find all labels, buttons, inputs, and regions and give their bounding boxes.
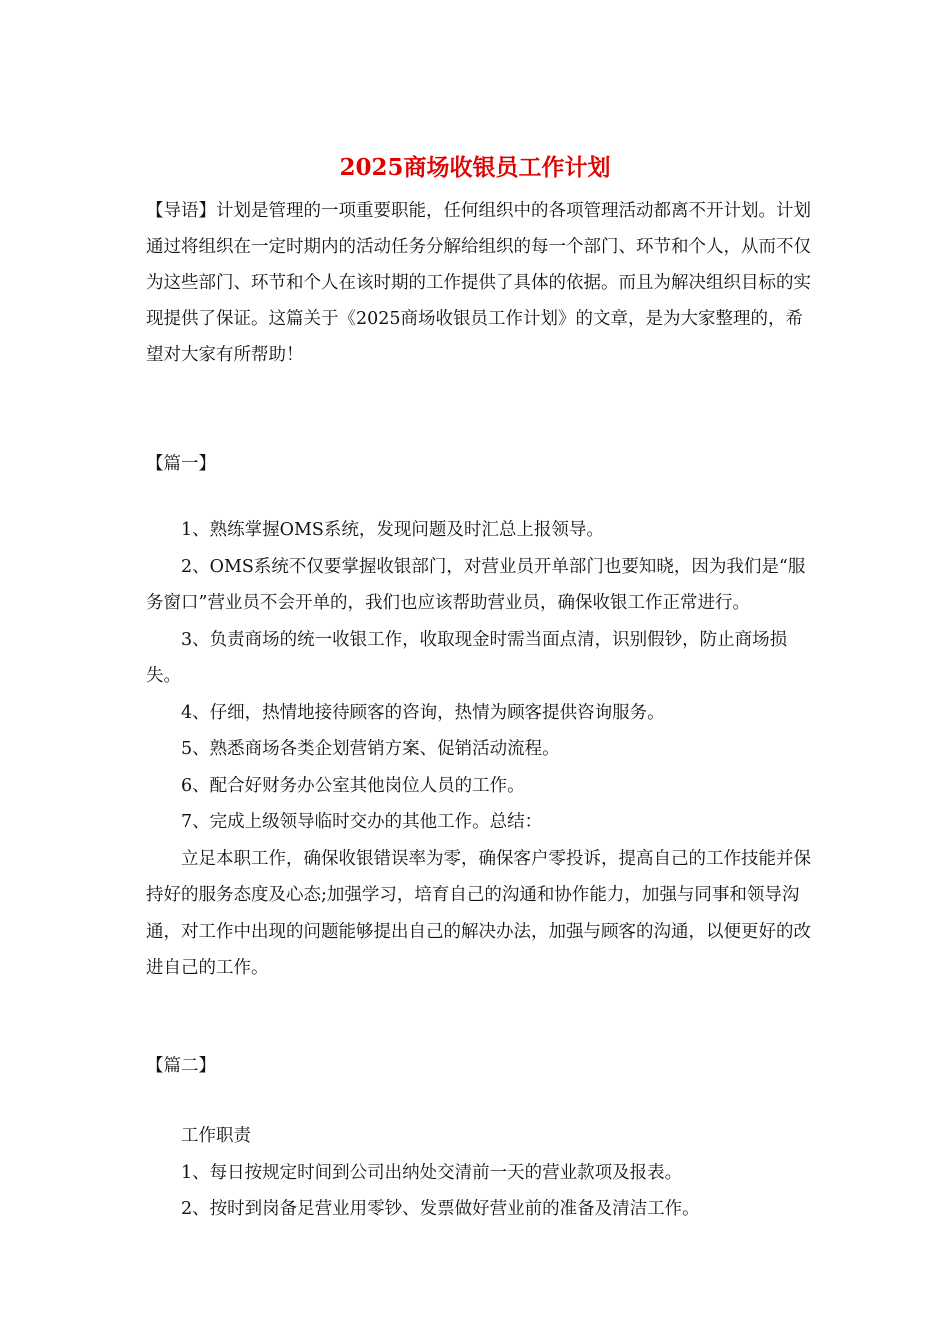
intro-paragraph: 【导语】计划是管理的一项重要职能，任何组织中的各项管理活动都离不开计划。计划通过将组织在一定时期内的活动任务分解给组织的每一个部门、环节和个人，从而不仅为这些部门、环节和个人在该时期的工作提供了具体的依据。而且为解决组织目标的实现提供了保证。这篇关于《2025商场收银员工作计划》的文章，是为大家整理的，希望对大家有所帮助！ <box>146 201 811 365</box>
part1-items <box>146 512 818 987</box>
part2-item: 2、按时到岗备足营业用零钞、发票做好营业前的准备及清洁工作。 <box>181 1199 700 1219</box>
part1-item: 2、OMS系统不仅要掌握收银部门，对营业员开单部门也要知晓，因为我们是“服务窗口”营业员不会开单的，我们也应该帮助营业员，确保收银工作正常进行。 <box>146 556 806 613</box>
part1-item: 5、熟悉商场各类企划营销方案、促销活动流程。 <box>181 739 560 759</box>
part2-section <box>146 1051 818 1081</box>
part1-item: 1、熟练掌握OMS系统，发现问题及时汇总上报领导。 <box>181 520 604 540</box>
part2-heading: 【篇二】 <box>146 1056 216 1076</box>
part2-subheading: 工作职责 <box>181 1126 251 1146</box>
part2-items <box>146 1118 818 1228</box>
part1-item: 3、负责商场的统一收银工作，收取现金时需当面点清，识别假钞，防止商场损失。 <box>146 629 788 686</box>
intro-block <box>146 193 818 373</box>
part2-item: 1、每日按规定时间到公司出纳处交清前一天的营业款项及报表。 <box>181 1162 683 1183</box>
part1-item: 6、配合好财务办公室其他岗位人员的工作。 <box>181 775 525 796</box>
part1-summary: 立足本职工作，确保收银错误率为零，确保客户零投诉，提高自己的工作技能并保持好的服务态度及心态;加强学习，培育自己的沟通和协作能力，加强与同事和领导沟通，对工作中出现的问题能够提出自己的解决办法，加强与顾客的沟通，以便更好的改进自己的工作。 <box>146 848 811 978</box>
document-title: 2025商场收银员工作计划 <box>339 154 611 181</box>
part1-section <box>146 449 818 479</box>
part1-item: 4、仔细，热情地接待顾客的咨询，热情为顾客提供咨询服务。 <box>181 702 665 723</box>
part1-heading: 【篇一】 <box>146 454 216 474</box>
part1-item: 7、完成上级领导临时交办的其他工作。总结： <box>181 812 543 832</box>
